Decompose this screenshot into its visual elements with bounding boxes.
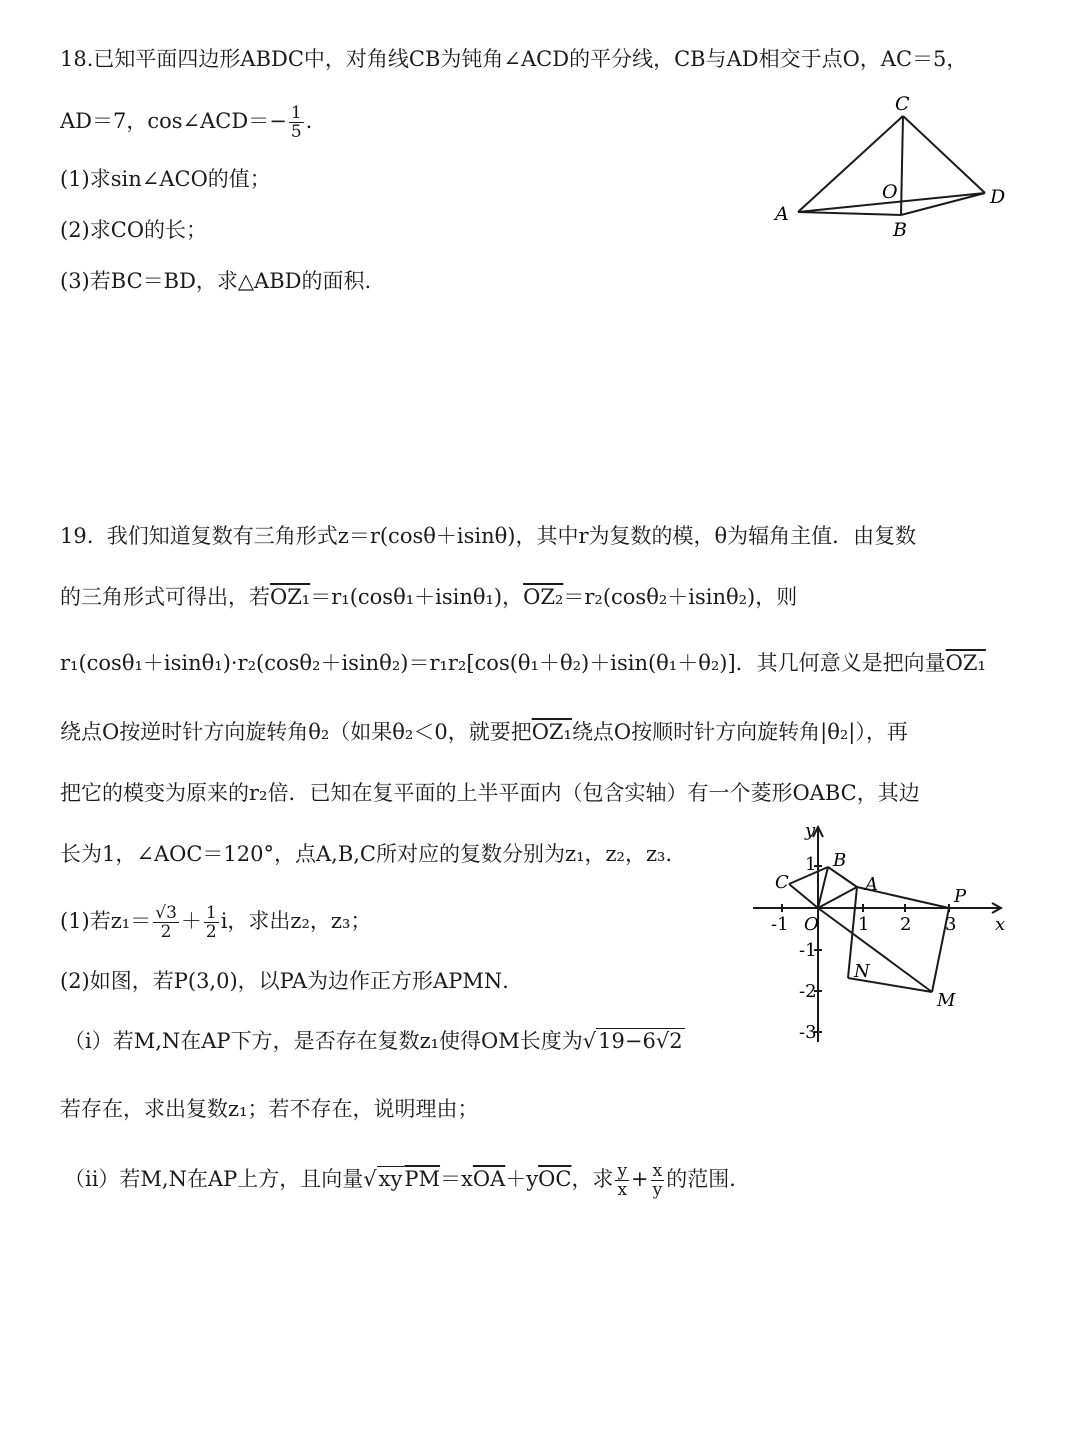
p18-fraction-num: 1 bbox=[290, 103, 302, 123]
p19-qii-end: 的范围． bbox=[666, 1167, 751, 1191]
p18-question-3: (3)若BC＝BD，求△ABD的面积. bbox=[60, 269, 372, 293]
label-D: D bbox=[990, 186, 1006, 208]
p18-fraction-den: 5 bbox=[290, 122, 302, 142]
seg-OM bbox=[818, 908, 932, 992]
p19-question-2i bbox=[64, 1026, 685, 1056]
p19-line1 bbox=[60, 521, 916, 551]
p19-q1-frac1-den: 2 bbox=[160, 922, 172, 942]
p19-qii-text-a: （ii）若M,N在AP上方，且向量 bbox=[64, 1167, 364, 1191]
axis-x-label: x bbox=[995, 914, 1006, 935]
p19-qii-frac1-den: x bbox=[617, 1180, 628, 1200]
vector-oz1-b: OZ₁ bbox=[945, 651, 986, 675]
p18-line2 bbox=[60, 104, 312, 141]
p19-qii-frac2-den: y bbox=[652, 1180, 663, 1200]
p19-q1-frac1-num: √3 bbox=[155, 903, 177, 923]
axis-y-label: y bbox=[805, 820, 816, 841]
p18-question-2: (2)求CO的长； bbox=[60, 218, 208, 242]
p19-q1-frac2-den: 2 bbox=[205, 922, 217, 942]
tick-label-x-3: 3 bbox=[945, 914, 957, 935]
point-M-label: M bbox=[937, 990, 956, 1011]
tick-label-x-1: 1 bbox=[858, 914, 870, 935]
p18-line1 bbox=[60, 44, 967, 74]
point-P-label: P bbox=[954, 886, 967, 907]
p19-statement-line1: 我们知道复数有三角形式z＝r(cosθ＋isinθ)，其中r为复数的模，θ为辐角主值．由复数 bbox=[106, 524, 917, 548]
p19-q1-frac2-num: 1 bbox=[205, 903, 217, 923]
vector-oa: $\overline{OA}$ bbox=[472, 1167, 506, 1191]
p18-question-1: (1)求sin∠ACO的值； bbox=[60, 167, 271, 191]
p19-q1-plus: ＋ bbox=[180, 909, 202, 933]
p19-line5: 把它的模变为原来的r₂倍．已知在复平面的上半平面内（包含实轴）有一个菱形OABC，其边 bbox=[60, 781, 920, 805]
p19-qii-plus: ＋y bbox=[505, 1167, 539, 1191]
p19-qii-fraction-2 bbox=[651, 1162, 665, 1199]
p19-qii-frac2-num: x bbox=[651, 1162, 665, 1181]
seg-OA bbox=[818, 887, 857, 908]
p19-q1-text-a: (1)若z₁＝ bbox=[60, 909, 152, 933]
p19-line2-text-b: ＝r₁(cosθ₁＋isinθ₁)， bbox=[310, 585, 524, 609]
p19-question-2ii: （ii）若M,N在AP上方，且向量$√xy\overline{PM}=x\overline{OA}+y\overline{OC}$，求 $\frac{y}{x}$ + $\frac{x}{y}$ 的范围． bbox=[64, 1161, 751, 1200]
p18-line2-end: . bbox=[305, 109, 313, 133]
point-C-label: C bbox=[775, 872, 789, 893]
p19-line4-text-b: 绕点O按顺时针方向旋转角|θ₂|），再 bbox=[571, 720, 908, 744]
p19-qi-text: （i）若M,N在AP下方，是否存在复数z₁使得OM长度为 bbox=[64, 1029, 583, 1053]
point-N-label: N bbox=[854, 961, 870, 982]
p19-q1-text-b: i，求出z₂，z₃； bbox=[220, 909, 372, 933]
p19-number: 19. bbox=[60, 524, 94, 548]
p18-number: 18. bbox=[60, 47, 94, 71]
p18-statement-line1: 已知平面四边形ABDC中，对角线CB为钝角∠ACD的平分线，CB与AD相交于点O，AC＝5， bbox=[93, 47, 968, 71]
label-A: A bbox=[775, 203, 789, 225]
tick-label-y-neg2: -2 bbox=[799, 981, 817, 1002]
p18-statement-line2: AD＝7，cos∠ACD＝− bbox=[60, 109, 287, 133]
p19-q1-fraction-1 bbox=[153, 904, 179, 941]
point-B-label: B bbox=[833, 850, 847, 871]
p19-qi-radicand: 19−6√2 bbox=[598, 1029, 683, 1053]
p19-qii-text-b: ，求 bbox=[571, 1167, 614, 1191]
p19-line4-text-a: 绕点O按逆时针方向旋转角θ₂（如果θ₂＜0，就要把 bbox=[60, 720, 532, 744]
p18-figure bbox=[770, 90, 1040, 250]
p19-question-2i-cont: 若存在，求出复数z₁；若不存在，说明理由； bbox=[60, 1097, 479, 1121]
seg-AB bbox=[798, 212, 901, 215]
tick-label-y-neg1: -1 bbox=[799, 940, 817, 961]
p19-qii-sqrt: √xy bbox=[363, 1167, 403, 1191]
p19-line4 bbox=[60, 717, 908, 747]
p18-fraction bbox=[289, 104, 304, 141]
p19-qii-eq: ＝x bbox=[440, 1167, 473, 1191]
label-C: C bbox=[895, 93, 910, 115]
p19-qi-sqrt: √19−6√2 bbox=[582, 1029, 683, 1053]
label-O: O bbox=[882, 181, 898, 203]
seg-OB bbox=[818, 867, 828, 908]
label-B: B bbox=[893, 219, 907, 241]
seg-OC bbox=[789, 884, 818, 908]
p19-line3-text: r₁(cosθ₁＋isinθ₁)·r₂(cosθ₂＋isinθ₂)＝r₁r₂[cos(θ₁＋θ₂)＋isin(θ₁＋θ₂)]．其几何意义是把向量 bbox=[60, 651, 946, 675]
p19-qii-fraction-1 bbox=[615, 1162, 629, 1199]
p19-line2-text-a: 的三角形式可得出，若 bbox=[60, 585, 270, 609]
vector-oz1: OZ₁ bbox=[270, 585, 311, 609]
seg-CB bbox=[901, 116, 903, 215]
p19-q1-fraction-2 bbox=[204, 904, 219, 941]
p19-figure bbox=[745, 820, 1015, 1050]
vector-oz1-c: OZ₁ bbox=[531, 720, 572, 744]
p19-qii-frac1-num: y bbox=[617, 1161, 628, 1181]
vector-oc: $\overline{OC}$ bbox=[538, 1167, 572, 1191]
p19-qii-radicand: xy bbox=[378, 1167, 403, 1191]
p19-line2-text-c: ＝r₂(cosθ₂＋isinθ₂)，则 bbox=[563, 585, 798, 609]
vector-pm: $\overline{PM}$ bbox=[404, 1167, 441, 1191]
tick-label-x-2: 2 bbox=[900, 914, 912, 935]
p19-question-2: (2)如图，若P(3,0)，以PA为边作正方形APMN． bbox=[60, 969, 524, 993]
p19-line3 bbox=[60, 648, 986, 678]
tick-label-x-neg1: -1 bbox=[771, 914, 789, 935]
point-A-label: A bbox=[865, 874, 878, 895]
tick-label-y-1: 1 bbox=[805, 854, 817, 875]
seg-CD bbox=[903, 116, 985, 193]
p19-line6: 长为1，∠AOC＝120°，点A,B,C所对应的复数分别为z₁，z₂，z₃． bbox=[60, 842, 687, 866]
p19-line2 bbox=[60, 582, 797, 612]
p19-question-1 bbox=[60, 904, 371, 941]
origin-label: O bbox=[804, 914, 819, 935]
tick-label-y-neg3: -3 bbox=[799, 1022, 817, 1043]
vector-oz2: OZ₂ bbox=[523, 585, 564, 609]
